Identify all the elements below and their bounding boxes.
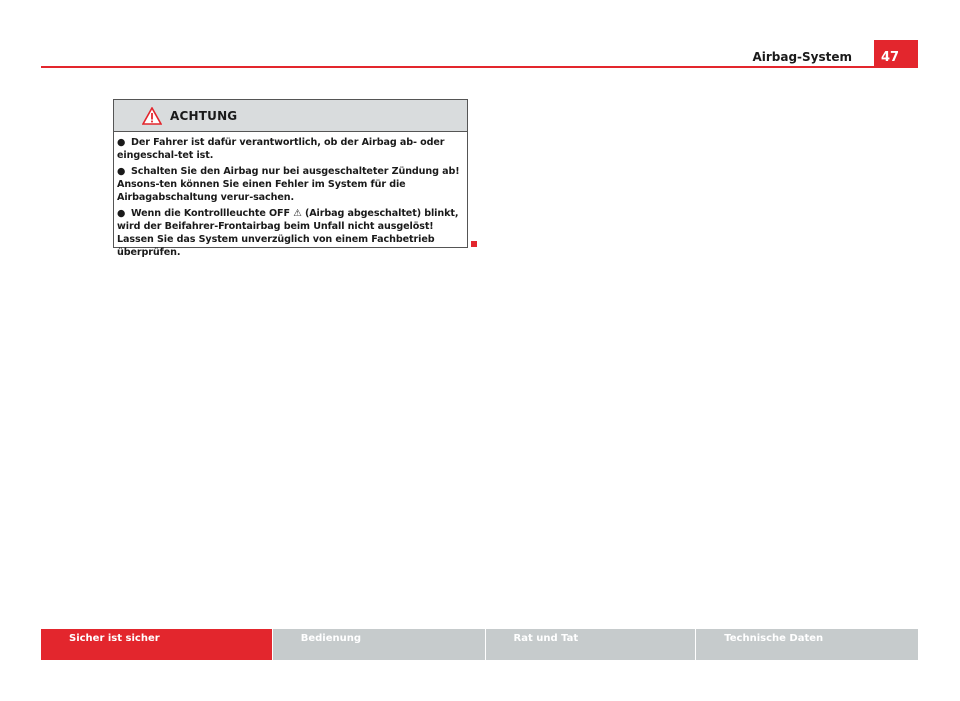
warning-item <box>117 136 463 162</box>
warning-header <box>114 100 467 132</box>
warning-item-text: Wenn die Kontrollleuchte OFF ⚠ (Airbag abgeschaltet) blinkt, wird der Beifahrer-Frontairbag beim Unfall nicht ausgelöst! Lassen Sie das System unverzüglich von einem Fachbetrieb überprüfen. <box>117 208 459 258</box>
section-end-marker <box>471 241 477 247</box>
tab-rat-und-tat[interactable]: Rat und Tat <box>486 629 696 660</box>
bullet: ● <box>117 166 126 177</box>
warning-triangle-icon <box>142 107 162 125</box>
bullet: ● <box>117 208 126 219</box>
warning-item <box>117 165 463 204</box>
tab-bedienung[interactable]: Bedienung <box>273 629 485 660</box>
tab-sicher-ist-sicher[interactable]: Sicher ist sicher <box>41 629 272 660</box>
warning-item <box>117 207 463 259</box>
warning-box <box>113 99 468 258</box>
footer-nav <box>41 629 918 660</box>
warning-item-text: Schalten Sie den Airbag nur bei ausgeschalteter Zündung ab! Ansons-ten können Sie einen Fehler im System für die Airbagabschaltung verur-sachen. <box>117 166 460 203</box>
warning-body <box>114 132 467 259</box>
page-number: 47 <box>874 40 918 68</box>
warning-title: ACHTUNG <box>170 108 238 123</box>
warning-item-text: Der Fahrer ist dafür verantwortlich, ob der Airbag ab- oder eingeschal-tet ist. <box>117 137 445 161</box>
tab-technische-daten[interactable]: Technische Daten <box>696 629 918 660</box>
bullet: ● <box>117 137 126 148</box>
header-rule <box>41 66 918 68</box>
section-title: Airbag-System <box>752 50 852 64</box>
